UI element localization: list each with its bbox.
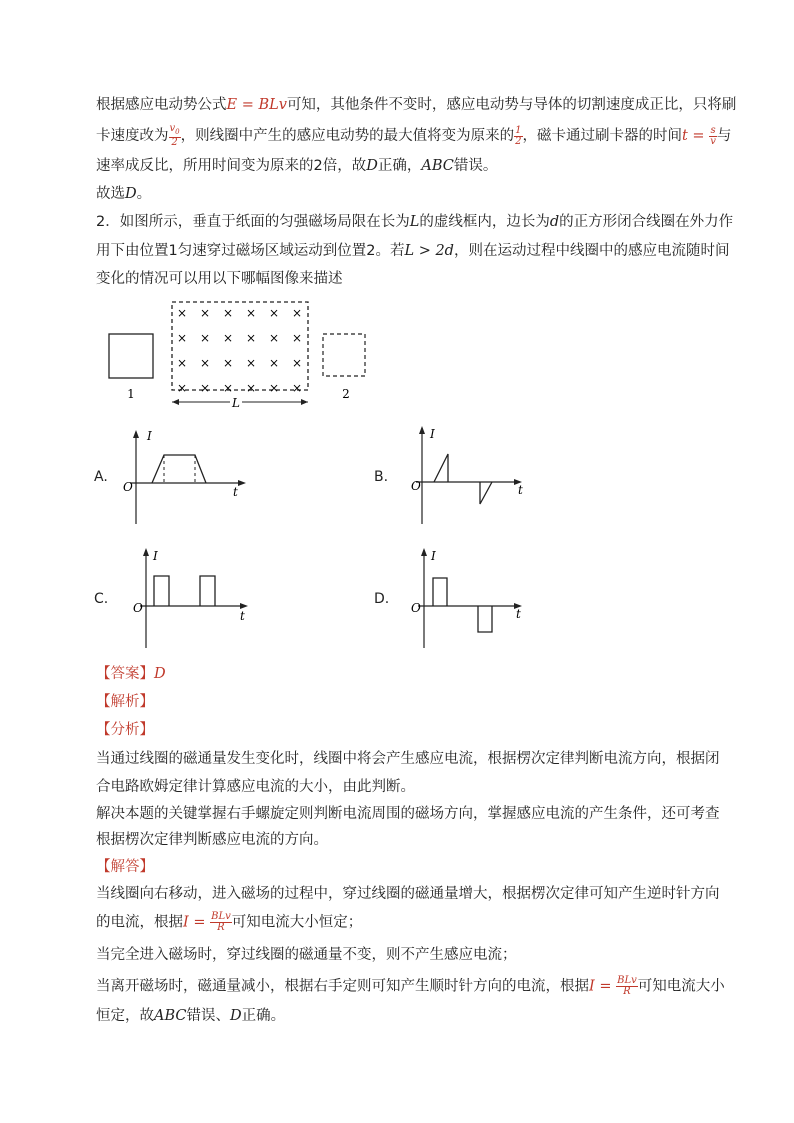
field-cross: × [222, 381, 234, 395]
field-cross: × [245, 331, 257, 345]
text: 恒定，故 [96, 1008, 154, 1024]
fraction-blv-over-r [616, 976, 638, 997]
fraction-v0-over-2 [169, 124, 181, 148]
condition: L > 2d [404, 243, 454, 259]
coil-position-2 [323, 334, 365, 376]
pos1-label: 1 [127, 387, 135, 401]
fenxi-line4: 根据楞次定律判断感应电流的方向。 [96, 832, 328, 848]
jieda-heading: 【解答】 [96, 859, 154, 875]
field-cross: × [268, 381, 280, 395]
option-letter: D [366, 158, 378, 174]
field-cross: × [222, 356, 234, 370]
frac-den: 2 [515, 135, 522, 147]
arrow-left [172, 399, 179, 405]
q2-line2 [96, 241, 729, 261]
para1-line4 [96, 184, 151, 204]
para1-line1 [96, 95, 736, 115]
field-cross: × [268, 306, 280, 320]
fenxi-line2: 合电路欧姆定律计算感应电流的大小，由此判断。 [96, 779, 415, 795]
field-cross: × [291, 381, 303, 395]
field-cross: × [176, 306, 188, 320]
magnetic-field-figure [100, 298, 380, 413]
pulse-c2 [200, 576, 215, 606]
arrow-right [301, 399, 308, 405]
text: 卡速度改为 [96, 128, 169, 144]
length-label: L [232, 396, 240, 410]
frac-den: 2 [171, 137, 178, 148]
frac-sub: 0 [175, 128, 180, 136]
axis-t: t [518, 483, 523, 497]
origin: O [411, 479, 421, 493]
field-cross: × [222, 306, 234, 320]
q2-line3 [96, 269, 343, 289]
frac-num: v [169, 123, 176, 134]
text: 错误。 [453, 158, 498, 174]
fenxi-heading: 【分析】 [96, 722, 154, 738]
text: 根据感应电动势公式 [96, 97, 227, 113]
option-a-label: A. [94, 469, 108, 485]
graph-a [120, 428, 250, 528]
option-letters: ABC [421, 158, 454, 174]
graph-d [400, 546, 530, 650]
field-cross: × [268, 356, 280, 370]
field-cross: × [199, 331, 211, 345]
text: 错误、 [186, 1008, 230, 1024]
field-cross: × [268, 331, 280, 345]
origin: O [123, 480, 133, 494]
jieda-line3: 当完全进入磁场时，穿过线圈的磁通量不变，则不产生感应电流； [96, 947, 517, 963]
curve-b-neg [480, 482, 492, 504]
field-region [172, 302, 308, 390]
text: 变化的情况可以用以下哪幅图像来描述 [96, 271, 343, 287]
fenxi-line3: 解决本题的关键掌握右手螺旋定则判断电流周围的磁场方向，掌握感应电流的产生条件，还可考查 [96, 806, 720, 822]
field-cross: × [291, 331, 303, 345]
frac-num: 1 [515, 124, 522, 136]
field-cross: × [245, 306, 257, 320]
text: ，则线圈中产生的感应电动势的最大值将变为原来的 [180, 128, 515, 144]
text: 。 [136, 186, 152, 202]
frac-num: s [710, 124, 716, 136]
fenxi-line1: 当通过线圈的磁通量发生变化时，线圈中将会产生感应电流，根据楞次定律判断电流方向，根据闭 [96, 751, 720, 767]
field-cross: × [245, 356, 257, 370]
text: 正确。 [241, 1008, 286, 1024]
text: 的正方形闭合线圈在外力作 [559, 214, 734, 230]
graph-b [400, 424, 530, 528]
jieda-line2 [96, 912, 362, 933]
formula-t: t = [682, 128, 710, 144]
pulse-c1 [154, 576, 169, 606]
fraction-blv-over-r [210, 912, 232, 933]
formula-emf: E = BLv [226, 97, 287, 113]
answer-line [96, 664, 166, 684]
field-cross: × [291, 306, 303, 320]
q2-line1 [96, 212, 733, 232]
para1-line3 [96, 156, 497, 176]
answer-value: D [154, 666, 166, 682]
field-cross: × [199, 356, 211, 370]
pulse-d-pos [433, 578, 447, 606]
fraction-s-over-v [709, 126, 717, 147]
analysis-heading: 【解析】 [96, 694, 154, 710]
field-crosses [177, 306, 302, 395]
text: 与 [716, 128, 732, 144]
formula-i: I = [589, 978, 617, 995]
text: 可知电流大小 [637, 978, 725, 995]
field-cross: × [176, 331, 188, 345]
axis-i: I [431, 549, 436, 563]
answer-heading: 【答案】 [96, 666, 154, 682]
text: 故选 [96, 186, 125, 202]
axis-t: t [516, 607, 521, 621]
text: 正确， [377, 158, 422, 174]
option-letter: D [125, 186, 137, 202]
frac-num: BLv [617, 975, 637, 986]
graph-c [120, 546, 260, 650]
field-cross: × [176, 381, 188, 395]
field-cross: × [199, 381, 211, 395]
formula-i: I = [183, 914, 211, 931]
origin: O [133, 601, 143, 615]
field-cross: × [245, 381, 257, 395]
frac-den: R [217, 922, 225, 933]
field-cross: × [222, 331, 234, 345]
text: 速率成反比，所用时间变为原来的2倍，故 [96, 158, 367, 174]
field-cross: × [176, 356, 188, 370]
axis-t: t [233, 485, 238, 499]
option-d-label: D. [374, 591, 390, 607]
option-letter: D [230, 1008, 242, 1024]
coil-position-1 [109, 334, 153, 378]
text: 用下由位置1匀速穿过磁场区域运动到位置2。若 [96, 243, 405, 259]
jieda-line4 [96, 976, 725, 997]
text: 的电流，根据 [96, 914, 183, 931]
origin: O [411, 601, 421, 615]
fraction-half [514, 126, 522, 147]
axis-i: I [147, 429, 152, 443]
curve-a [152, 455, 206, 483]
text: ，磁卡通过刷卡器的时间 [522, 128, 682, 144]
frac-den: v [710, 135, 716, 147]
field-cross: × [199, 306, 211, 320]
pos2-label: 2 [342, 387, 350, 401]
var-d: d [549, 214, 560, 230]
text: 当离开磁场时，磁通量减小，根据右手定则可知产生顺时针方向的电流，根据 [96, 978, 589, 995]
option-b-label: B. [374, 469, 389, 485]
text: 可知，其他条件不变时，感应电动势与导体的切割速度成正比，只将刷 [286, 97, 737, 113]
frac-num: BLv [211, 911, 231, 922]
text: ，则在运动过程中线圈中的感应电流随时间 [453, 243, 730, 259]
text: 可知电流大小恒定； [231, 914, 363, 931]
para1-line2 [96, 124, 731, 148]
curve-b-pos [434, 454, 448, 482]
option-letters: ABC [154, 1008, 187, 1024]
axis-i: I [153, 549, 158, 563]
frac-den: R [623, 986, 631, 997]
text: 2．如图所示，垂直于纸面的匀强磁场局限在长为 [96, 214, 410, 230]
pulse-d-neg [478, 606, 492, 632]
option-c-label: C. [94, 591, 109, 607]
jieda-line1: 当线圈向右移动，进入磁场的过程中，穿过线圈的磁通量增大，根据楞次定律可知产生逆时针方向 [96, 886, 720, 902]
var-L: L [409, 214, 420, 230]
field-cross: × [291, 356, 303, 370]
jieda-line5 [96, 1006, 285, 1026]
axis-i: I [430, 427, 435, 441]
text: 的虚线框内，边长为 [419, 214, 550, 230]
axis-t: t [240, 609, 245, 623]
